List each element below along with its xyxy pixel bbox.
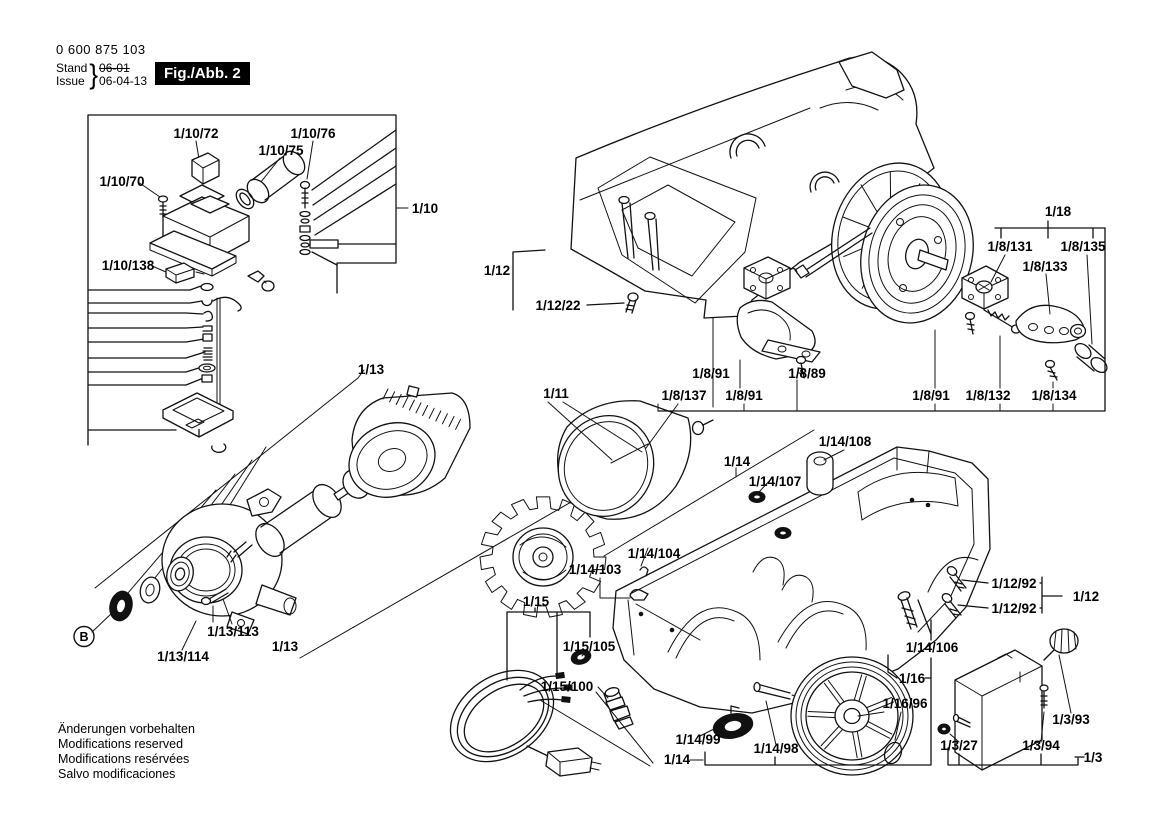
reel-mount-middle — [737, 257, 820, 378]
part-number-label: 1/10/70 — [99, 174, 145, 189]
part-number-label: 1/12 — [483, 263, 511, 278]
part-number-label: 1/12/92 — [991, 601, 1037, 616]
view-marker-label: B — [79, 630, 89, 644]
part-number-label: 1/10/75 — [258, 143, 304, 158]
part-number-label: 1/18 — [1044, 204, 1072, 219]
part-number-label: 1/8/134 — [1031, 388, 1077, 403]
note-line: Modifications resérvées — [58, 752, 190, 766]
part-number-label: 1/10/72 — [173, 126, 219, 141]
note-line: Modifications reserved — [58, 737, 184, 751]
screw — [1040, 685, 1048, 708]
part-number-label: 1/14/103 — [568, 562, 622, 577]
part-number-label: 1/8/91 — [692, 366, 730, 381]
part-number-label: 1/12/22 — [535, 298, 581, 313]
screw — [966, 313, 975, 335]
part-number-label: 1/14/108 — [818, 434, 872, 449]
part-number-label: 1/12 — [1072, 589, 1100, 604]
part-number-label: 1/12/92 — [991, 576, 1037, 591]
grip-sleeve — [1072, 341, 1110, 376]
part-number-label: 1/8/135 — [1060, 239, 1106, 254]
part-number-label: 1/8/89 — [788, 366, 826, 381]
rubber-bushing — [807, 452, 833, 495]
part-number-label: 1/10/76 — [290, 126, 336, 141]
part-number-label: 1/8/91 — [912, 388, 950, 403]
part-number-label: 1/10 — [411, 201, 439, 216]
part-number-label: 1/14/98 — [753, 741, 799, 756]
part-number-label: 1/3/94 — [1022, 738, 1060, 753]
part-number-label: 1/11 — [543, 386, 569, 401]
screw — [1046, 361, 1058, 381]
power-plug — [546, 748, 601, 776]
brace-glyph: } — [89, 58, 99, 90]
part-number-label: 1/13 — [271, 639, 299, 654]
part-number-label: 1/16 — [898, 671, 926, 686]
part-number-label: 1/8/132 — [965, 388, 1011, 403]
part-number-label: 1/14 — [663, 752, 691, 767]
switch-knob — [192, 153, 219, 184]
part-number-label: 1/8/133 — [1022, 259, 1068, 274]
part-number-label: 1/15 — [522, 594, 550, 609]
part-number-label: 1/3/93 — [1052, 712, 1090, 727]
part-number-label: 1/14/106 — [905, 640, 959, 655]
part-number-label: 1/13/114 — [157, 649, 209, 664]
superseded-date: 06-01 — [99, 60, 130, 75]
part-number-label: 1/13/113 — [207, 624, 259, 639]
figure-label: Fig./Abb. 2 — [155, 62, 250, 85]
reel-mount-right — [962, 266, 1110, 380]
part-number-label: 1/8/131 — [987, 239, 1033, 254]
part-number-label: 1/16/96 — [882, 696, 928, 711]
part-number-label: 1/3 — [1083, 750, 1103, 765]
part-number-label: 1/8/137 — [661, 388, 707, 403]
road-wheel — [791, 657, 913, 775]
small-parts-stack — [163, 284, 241, 453]
part-number-label: 1/8/91 — [725, 388, 763, 403]
spring-screw — [984, 310, 1021, 333]
part-number-label: 1/14 — [723, 454, 751, 469]
issue-date: 06-04-13 — [99, 73, 148, 88]
leader-frame-top-left — [88, 115, 408, 445]
cable-connector — [166, 263, 204, 283]
screw-stack — [300, 182, 310, 255]
part-number-label: 1/15/100 — [540, 679, 594, 694]
screw — [626, 293, 638, 313]
knob — [1044, 629, 1078, 660]
part-number-label: 1/13 — [357, 362, 385, 377]
part-number-label: 1/14/104 — [627, 546, 681, 561]
stand-label: Stand — [56, 60, 88, 75]
catalog-number: 0 600 875 103 — [56, 42, 146, 57]
c-ring — [212, 444, 226, 452]
issue-label: Issue — [56, 73, 85, 88]
power-cord — [433, 647, 653, 780]
part-number-label: 1/15/105 — [562, 639, 616, 654]
part-number-label: 1/14/107 — [748, 474, 802, 489]
spacer-bar — [310, 240, 338, 248]
part-number-label: 1/14/99 — [675, 732, 721, 747]
part-number-label: 1/10/138 — [101, 258, 155, 273]
motor-tube — [542, 400, 690, 531]
washer — [138, 575, 163, 605]
switch-box-assembly — [150, 147, 310, 291]
screw — [159, 196, 168, 217]
check-valve — [248, 271, 274, 291]
note-line: Salvo modificaciones — [58, 767, 176, 781]
part-number-label: 1/3/27 — [940, 738, 978, 753]
note-line: Änderungen vorbehalten — [58, 722, 195, 736]
